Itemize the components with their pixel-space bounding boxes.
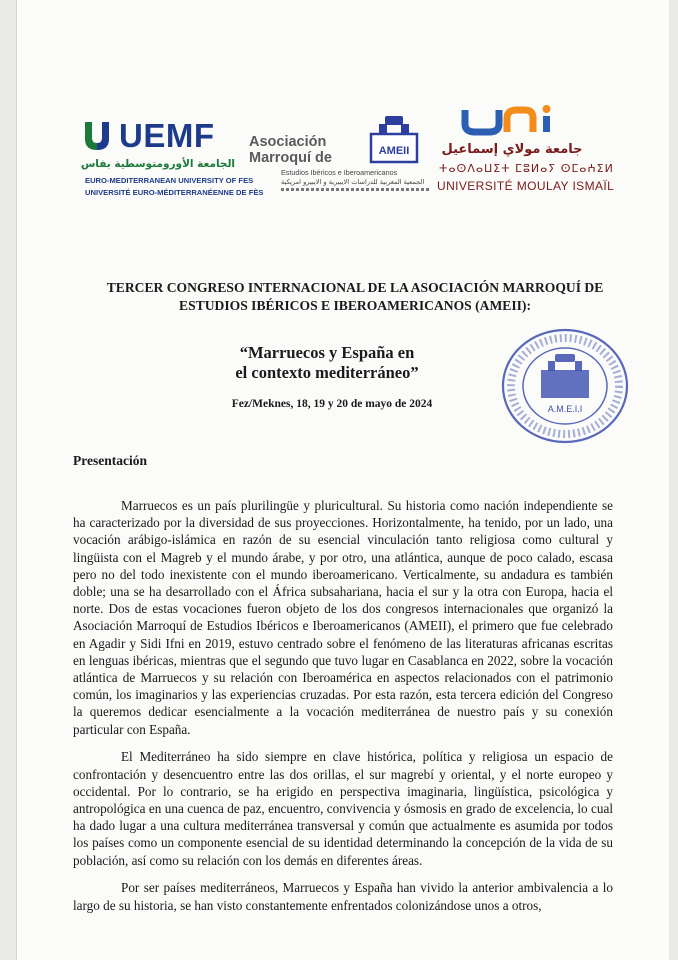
umi-french-name: UNIVERSITÉ MOULAY ISMAÏL — [437, 179, 615, 193]
paragraph: El Mediterráneo ha sido siempre en clave histórica, política y religiosa un espacio de confrontación y desencuentro entre las dos orillas, el sur magrebí y oriental, y el norte europeo y occidental. Por lo contrario, se ha erigido en perspectiva imaginaria, lingüística, psicológica y antropológica en una cuenca de paz, encuentro, convivencia y ósmosis en grado de excelencia, lo cual ha dado lugar a una cultura mediterránea transversal y común que actualmente es asumida por todos los países como un componente esencial de su identidad determinando la concepción de la vida de su población, así como su relación con los demás en diferentes áreas. — [73, 749, 613, 868]
ameii-name — [249, 134, 332, 166]
section-heading: Presentación — [73, 453, 147, 468]
ameii-logo — [245, 112, 435, 212]
uemf-mark-icon — [81, 119, 117, 153]
ameii-subtitle: Estudios Ibéricos e Iberoamericanos — [281, 168, 398, 177]
uemf-english-name: EURO-MEDITERRANEAN UNIVERSITY OF FES — [85, 176, 254, 185]
uemf-logo — [80, 117, 264, 208]
ameii-name-line2: Marroquí de — [249, 150, 332, 166]
ameii-stamp-icon — [491, 326, 639, 446]
document-subtitle — [217, 343, 437, 383]
uemf-logo-main — [81, 118, 215, 154]
logo-row — [17, 0, 669, 230]
ameii-emblem-icon — [363, 112, 425, 168]
paragraph: Marruecos es un país plurilingüe y pluricultural. Su historia como nación independiente se ha caracterizado por la diversidad de sus proyecciones. Horizontalmente, ha tenido, por un lado, una vocación arábigo-islámica en razón de su esencial vinculación tanto religiosa como cultural y lingüista con el Magreb y el mundo árabe, y por otro, una atlántica, aunque de poco calado, escasa pero no del todo inexistente con el mundo iberoamericano. Verticalmente, su andadura es también doble; una se ha desarrollado con el África subsahariana, hacia el sur y la otra con Europa, hacia el norte. Dos de estas vocaciones fueron objeto de los dos congresos internacionales que organizó la Asociación Marroquí de Estudios Ibéricos e Iberoamericanos (AMEII), el primero que fue celebrado en Agadir y Sidi Ifni en 2019, estuvo centrado sobre el fenómeno de las literaturas africanas escritas en lenguas ibéricas, mientras que el segundo que tuvo lugar en Casablanca en 2022, sobre la vocación atlántica de Marruecos y su relación con Iberoamérica en aspectos relacionados con el patrimonio común, los imaginarios y las experiencias cruzadas. Por esta razón, esta tercera edición del Congreso la queremos dedicar esencialmente a la vocación mediterránea de nuestro país y su conexión particular con España. — [73, 498, 613, 737]
ameii-fine-print — [281, 188, 431, 191]
subtitle-line1: “Marruecos y España en — [239, 343, 415, 362]
uemf-wordmark: UEMF — [119, 117, 215, 154]
ameii-badge-text: AMEII — [378, 145, 410, 157]
paragraph: Por ser países mediterráneos, Marruecos y España han vivido la anterior ambivalencia a lo largo de su historia, se han visto constantemente enfrentados colonizándose unos a otros, — [73, 880, 613, 913]
umi-mark-icon — [451, 104, 571, 138]
document-title: TERCER CONGRESO INTERNACIONAL DE LA ASOCIACIÓN MARROQUÍ DE ESTUDIOS IBÉRICOS E IBEROAMERICANOS (AMEII): — [106, 280, 604, 313]
dateline: Fez/Meknes, 18, 19 y 20 de mayo de 2024 — [231, 398, 433, 410]
ameii-name-line1: Asociación — [249, 134, 327, 150]
umi-tifinagh-name: ⵜⴰⵙⴷⴰⵡⵉⵜ ⵎⵓⵍⴰⵢ ⵙⵎⴰⵄⵉⵍ — [439, 162, 614, 175]
uemf-french-name: UNIVERSITÉ EURO-MÉDITERRANÉENNE DE FÈS — [85, 188, 264, 197]
uemf-arabic-name: الجامعة الأورومتوسطية بفاس — [80, 158, 235, 170]
document-page — [16, 0, 669, 960]
umi-arabic-name: جامعة مولاي إسماعيل — [441, 142, 583, 157]
subtitle-line2: el contexto mediterráneo” — [235, 363, 419, 382]
body-text — [73, 497, 613, 924]
umi-logo — [429, 100, 615, 210]
ameii-arabic-name: الجمعية المغربية للدراسات الايبيرية و الايبيرو امريكية — [281, 178, 425, 186]
stamp-center-text: A.M.E.I.I — [547, 404, 583, 414]
